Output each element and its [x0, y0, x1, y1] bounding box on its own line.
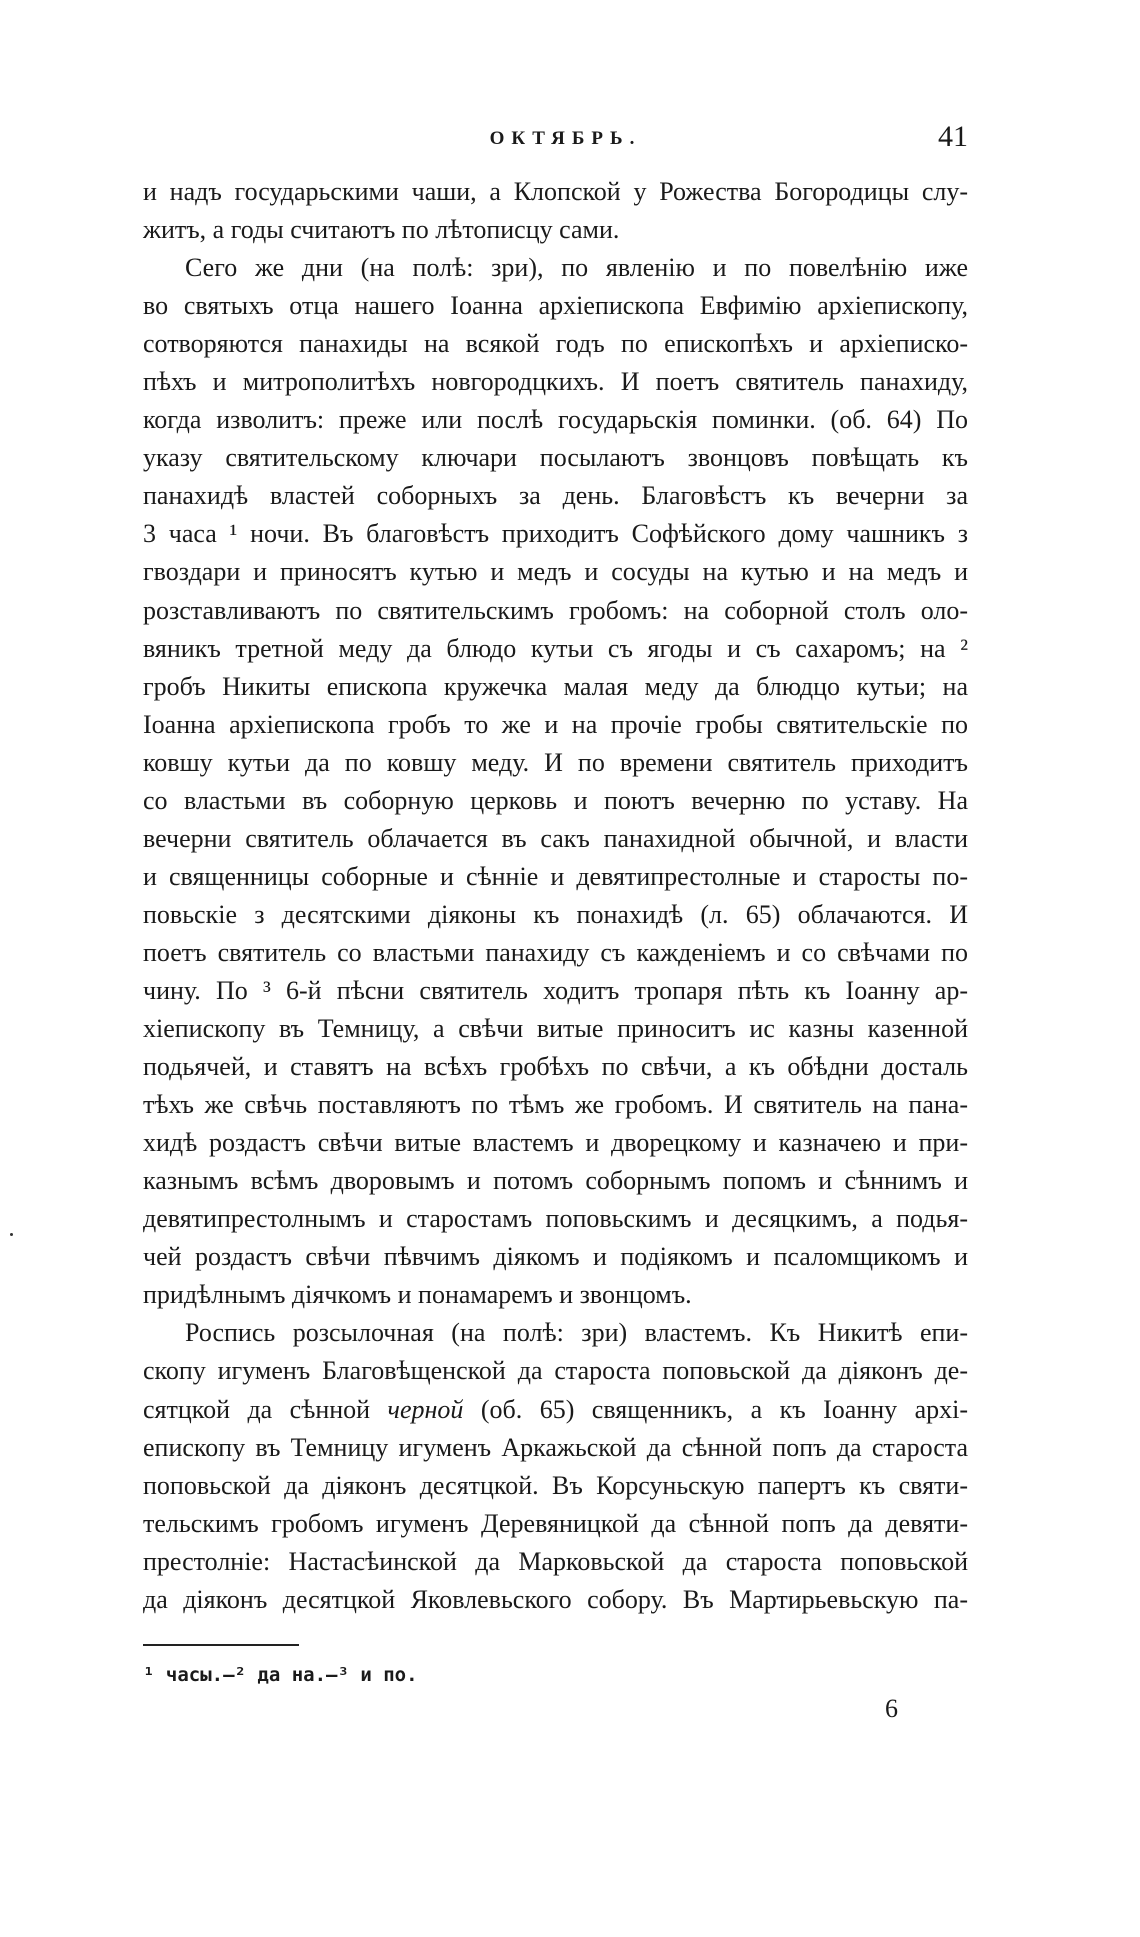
footnote-rule [143, 1644, 299, 1646]
text-line: указу святительскому ключари посылаютъ звонцовъ повѣщать къ [143, 443, 968, 473]
text-line: ковшу кутьи да по ковшу меду. И по времени святитель приходитъ [143, 747, 968, 777]
text-line: со властьми въ соборную церковь и поютъ вечерню по уставу. На [143, 785, 968, 815]
text-line: девятипрестолнымъ и старостамъ поповьскимъ и десяцкимъ, а подья- [143, 1204, 968, 1234]
text-line: хіепископу въ Темницу, а свѣчи витые приноситъ ис казны казенной [143, 1014, 968, 1044]
text-line: во святыхъ отца нашего Іоанна архіепископа Евфимію архіепископу, [143, 291, 968, 321]
text-line: да діяконъ десятцкой Яковлевьского собору. Въ Мартирьевьскую па- [143, 1584, 968, 1614]
text-line: тѣхъ же свѣчь поставляютъ по тѣмъ же гробомъ. И святитель на пана- [143, 1090, 968, 1120]
text-line: розставливаютъ по святительскимъ гробомъ: на соборной столъ оло- [143, 595, 968, 625]
page-number: 41 [938, 120, 968, 153]
body-text [143, 173, 968, 1619]
text-line: и священницы соборные и сѣнніе и девятипрестолные и старосты по- [143, 861, 968, 891]
text-line: чину. По ³ 6-й пѣсни святитель ходитъ тропаря пѣть къ Іоанну ар- [143, 975, 968, 1005]
text-line: хидѣ роздастъ свѣчи витые властемъ и дворецкому и казначею и при- [143, 1128, 968, 1158]
footnotes: ¹ часы.—² да на.—³ и по. [143, 1664, 418, 1686]
text-line: поповьской да діяконъ десятцкой. Въ Корсуньскую папертъ къ святи- [143, 1470, 968, 1500]
text-line: Роспись розсылочная (на полѣ: зри) властемъ. Къ Никитѣ епи- [185, 1318, 968, 1348]
text-line: Іоанна архіепископа гробъ то же и на прочіе гробы святительскіе по [143, 709, 968, 739]
text-line: житъ, а годы считаютъ по лѣтописцу сами. [143, 215, 620, 245]
text-segment: сятцкой да сѣнной [143, 1394, 388, 1424]
text-line: панахидѣ властей соборныхъ за день. Благовѣстъ къ вечерни за [143, 481, 968, 511]
text-line: вяникъ третной меду да блюдо кутьи съ ягоды и съ сахаромъ; на ² [143, 633, 968, 663]
text-line: повьскіе з десятскими діяконы къ понахидѣ (л. 65) облачаются. И [143, 899, 968, 929]
running-head-title: ОКТЯБРЬ. [489, 128, 642, 149]
text-line: когда изволитъ: преже или послѣ государьскія поминки. (об. 64) По [143, 405, 968, 435]
text-line [143, 1391, 968, 1429]
text-line: престолніе: Настасѣинской да Марковьской да староста поповьской [143, 1546, 968, 1576]
italic-word: черной [387, 1394, 464, 1424]
text-line: тельскимъ гробомъ игуменъ Деревяницкой да сѣнной попъ да девяти- [143, 1508, 968, 1538]
text-line: епископу въ Темницу игуменъ Аркажьской да сѣнной попъ да староста [143, 1432, 968, 1462]
text-segment: (об. 65) священникъ, а къ Іоанну архі- [463, 1394, 969, 1424]
text-line: придѣлнымъ діячкомъ и понамаремъ и звонцомъ. [143, 1280, 692, 1310]
text-line: Сего же дни (на полѣ: зри), по явленію и по повелѣнію иже [185, 253, 968, 283]
scan-speck [10, 1233, 13, 1236]
text-line: и надъ государьскими чаши, а Клопской у Рожества Богородицы слу- [143, 177, 968, 206]
text-line: гвоздари и приносятъ кутью и медъ и сосуды на кутью и на медъ и [143, 557, 968, 587]
text-line: пѣхъ и митрополитѣхъ новгородцкихъ. И поетъ святитель панахиду, [143, 367, 968, 397]
text-line: сотворяются панахиды на всякой годъ по епископѣхъ и архіеписко- [143, 329, 968, 359]
text-line: скопу игуменъ Благовѣщенской да староста поповьской да діяконъ де- [143, 1356, 968, 1386]
text-line: поетъ святитель со властьми панахиду съ кажденіемъ и со свѣчами по [143, 937, 968, 967]
text-line: вечерни святитель облачается въ сакъ панахидной обычной, и власти [143, 823, 968, 853]
text-line: казнымъ всѣмъ дворовымъ и потомъ соборнымъ попомъ и сѣннимъ и [143, 1166, 968, 1196]
running-head [143, 120, 968, 154]
text-line: 3 часа ¹ ночи. Въ благовѣстъ приходитъ Софѣйского дому чашникъ з [143, 519, 968, 549]
text-line: гробъ Никиты епископа кружечка малая меду да блюдцо кутьи; на [143, 671, 968, 701]
text-line: подьячей, и ставятъ на всѣхъ гробѣхъ по свѣчи, а къ обѣдни досталь [143, 1052, 968, 1082]
signature-mark: 6 [885, 1694, 898, 1723]
text-line: чей роздастъ свѣчи пѣвчимъ діякомъ и подіякомъ и псаломщикомъ и [143, 1242, 968, 1272]
